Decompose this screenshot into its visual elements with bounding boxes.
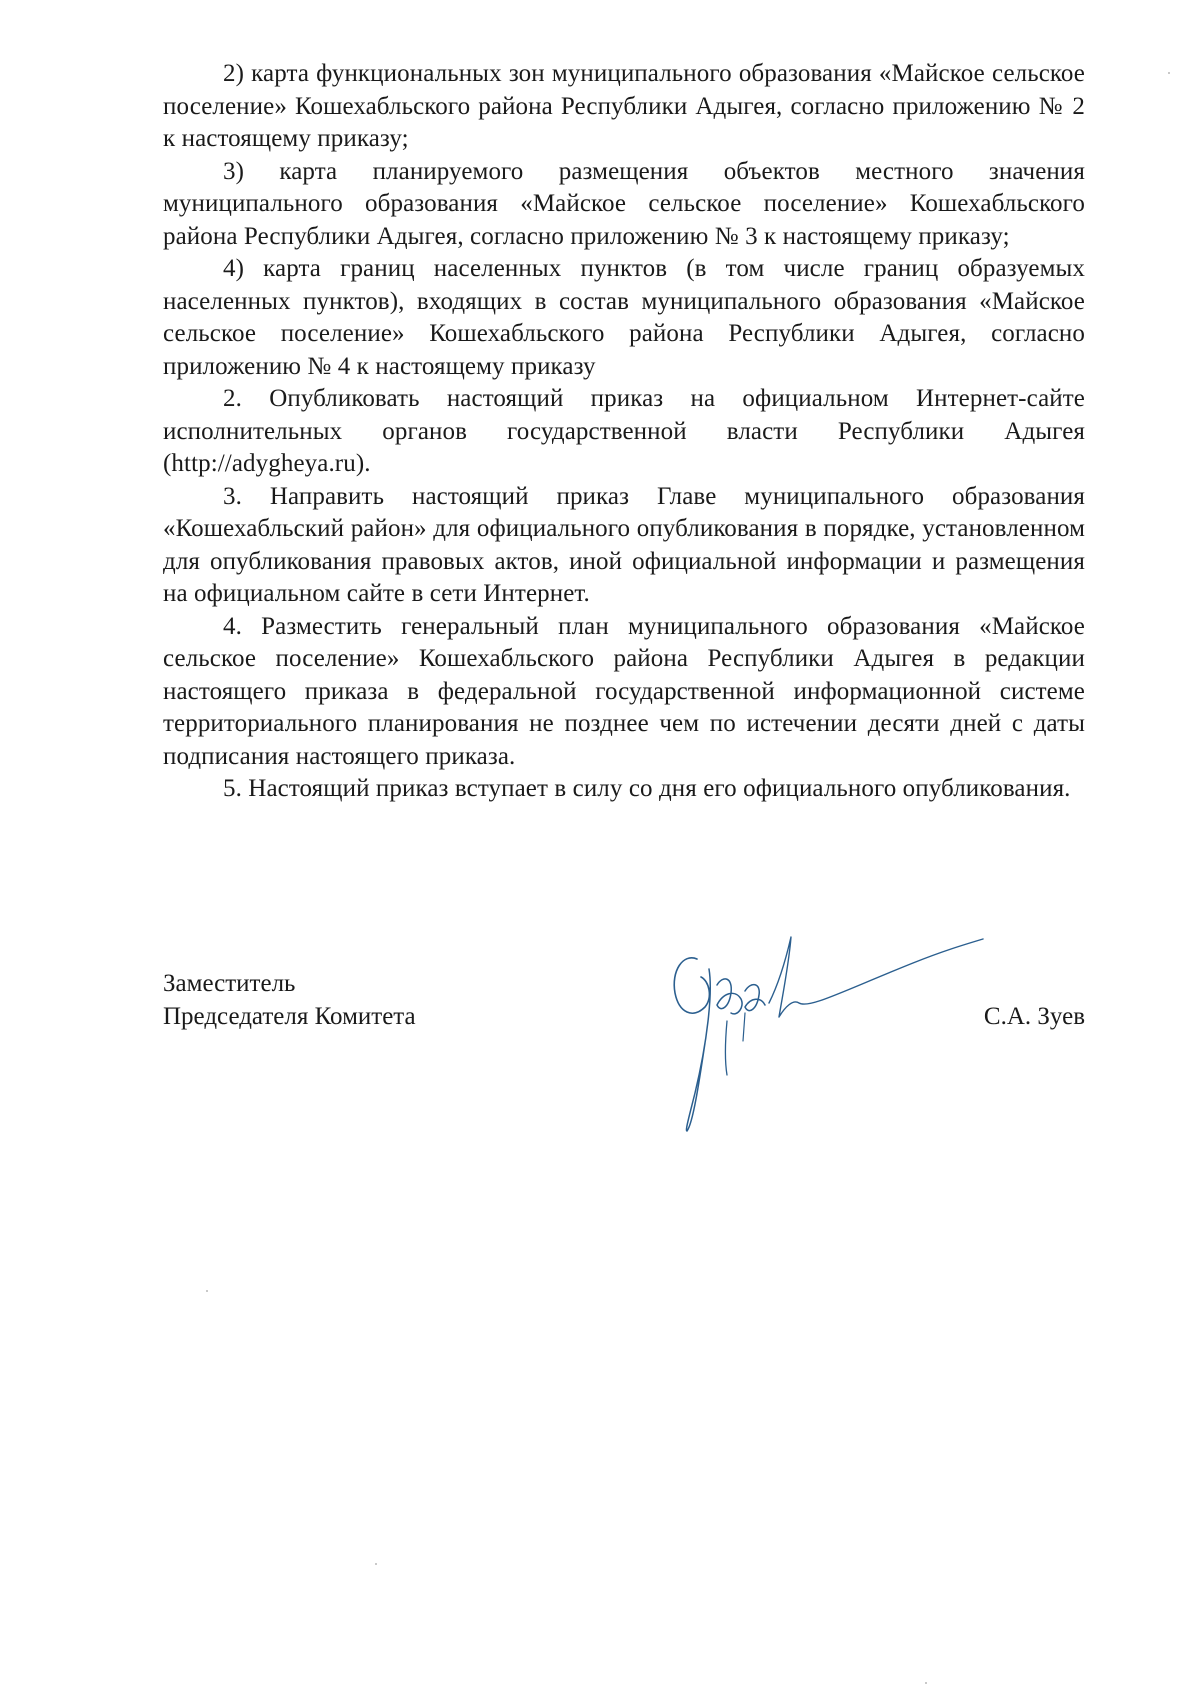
list-item-settlement-borders-map: 4) карта границ населенных пунктов (в том числе границ образуемых населенных пунктов), входящих в состав муниципального образования «Майское сельское поселение» Кошехабльского района Республики Адыгея, согласно приложению № 4 к настоящему приказу: [163, 255, 1085, 380]
list-item-functional-zones-map: 2) карта функциональных зон муниципального образования «Майское сельское поселение» Кошехабльского района Республики Адыгея, согласно приложению № 2 к настоящему приказу;: [163, 60, 1085, 152]
signer-position-line-2: Председателя Комитета: [163, 1002, 416, 1030]
scan-speck: [1168, 72, 1170, 74]
list-item-local-objects-map: 3) карта планируемого размещения объектов местного значения муниципального образования «Майское сельское поселение» Кошехабльского района Республики Адыгея, согласно приложению № 3 к настоящему приказу;: [163, 157, 1085, 250]
signer-name: С.А. Зуев: [983, 1003, 1085, 1030]
scan-speck: [925, 1682, 927, 1684]
scan-speck: [375, 1563, 377, 1565]
clause-place-in-fgis: 4. Разместить генеральный план муниципального образования «Майское сельское поселение» Кошехабльского района Республики Адыгея в редакции настоящего приказа в федеральной государственной информационной системе территориального планирования не позднее чем по истечении десяти дней с даты подписания настоящего приказа.: [163, 612, 1085, 770]
clause-send-to-district-head: 3. Направить настоящий приказ Главе муниципального образования «Кошехабльский район» для официального опубликования в порядке, установленном для опубликования правовых актов, иной официальной информации и размещения на официальном сайте в сети Интернет.: [163, 482, 1085, 607]
document-body: [163, 58, 1085, 806]
signer-position-line-1: Заместитель: [163, 970, 296, 997]
signer-position: [163, 968, 416, 1033]
handwritten-signature: [613, 933, 1033, 1143]
signature-block: [163, 968, 1085, 1168]
clause-effective-date: 5. Настоящий приказ вступает в силу со дня его официального опубликования.: [223, 775, 1071, 802]
clause-publish-online: 2. Опубликовать настоящий приказ на официальном Интернет-сайте исполнительных органов государственной власти Республики Адыгея (http://adygheya.ru).: [163, 385, 1085, 477]
scan-speck: [206, 1290, 208, 1292]
